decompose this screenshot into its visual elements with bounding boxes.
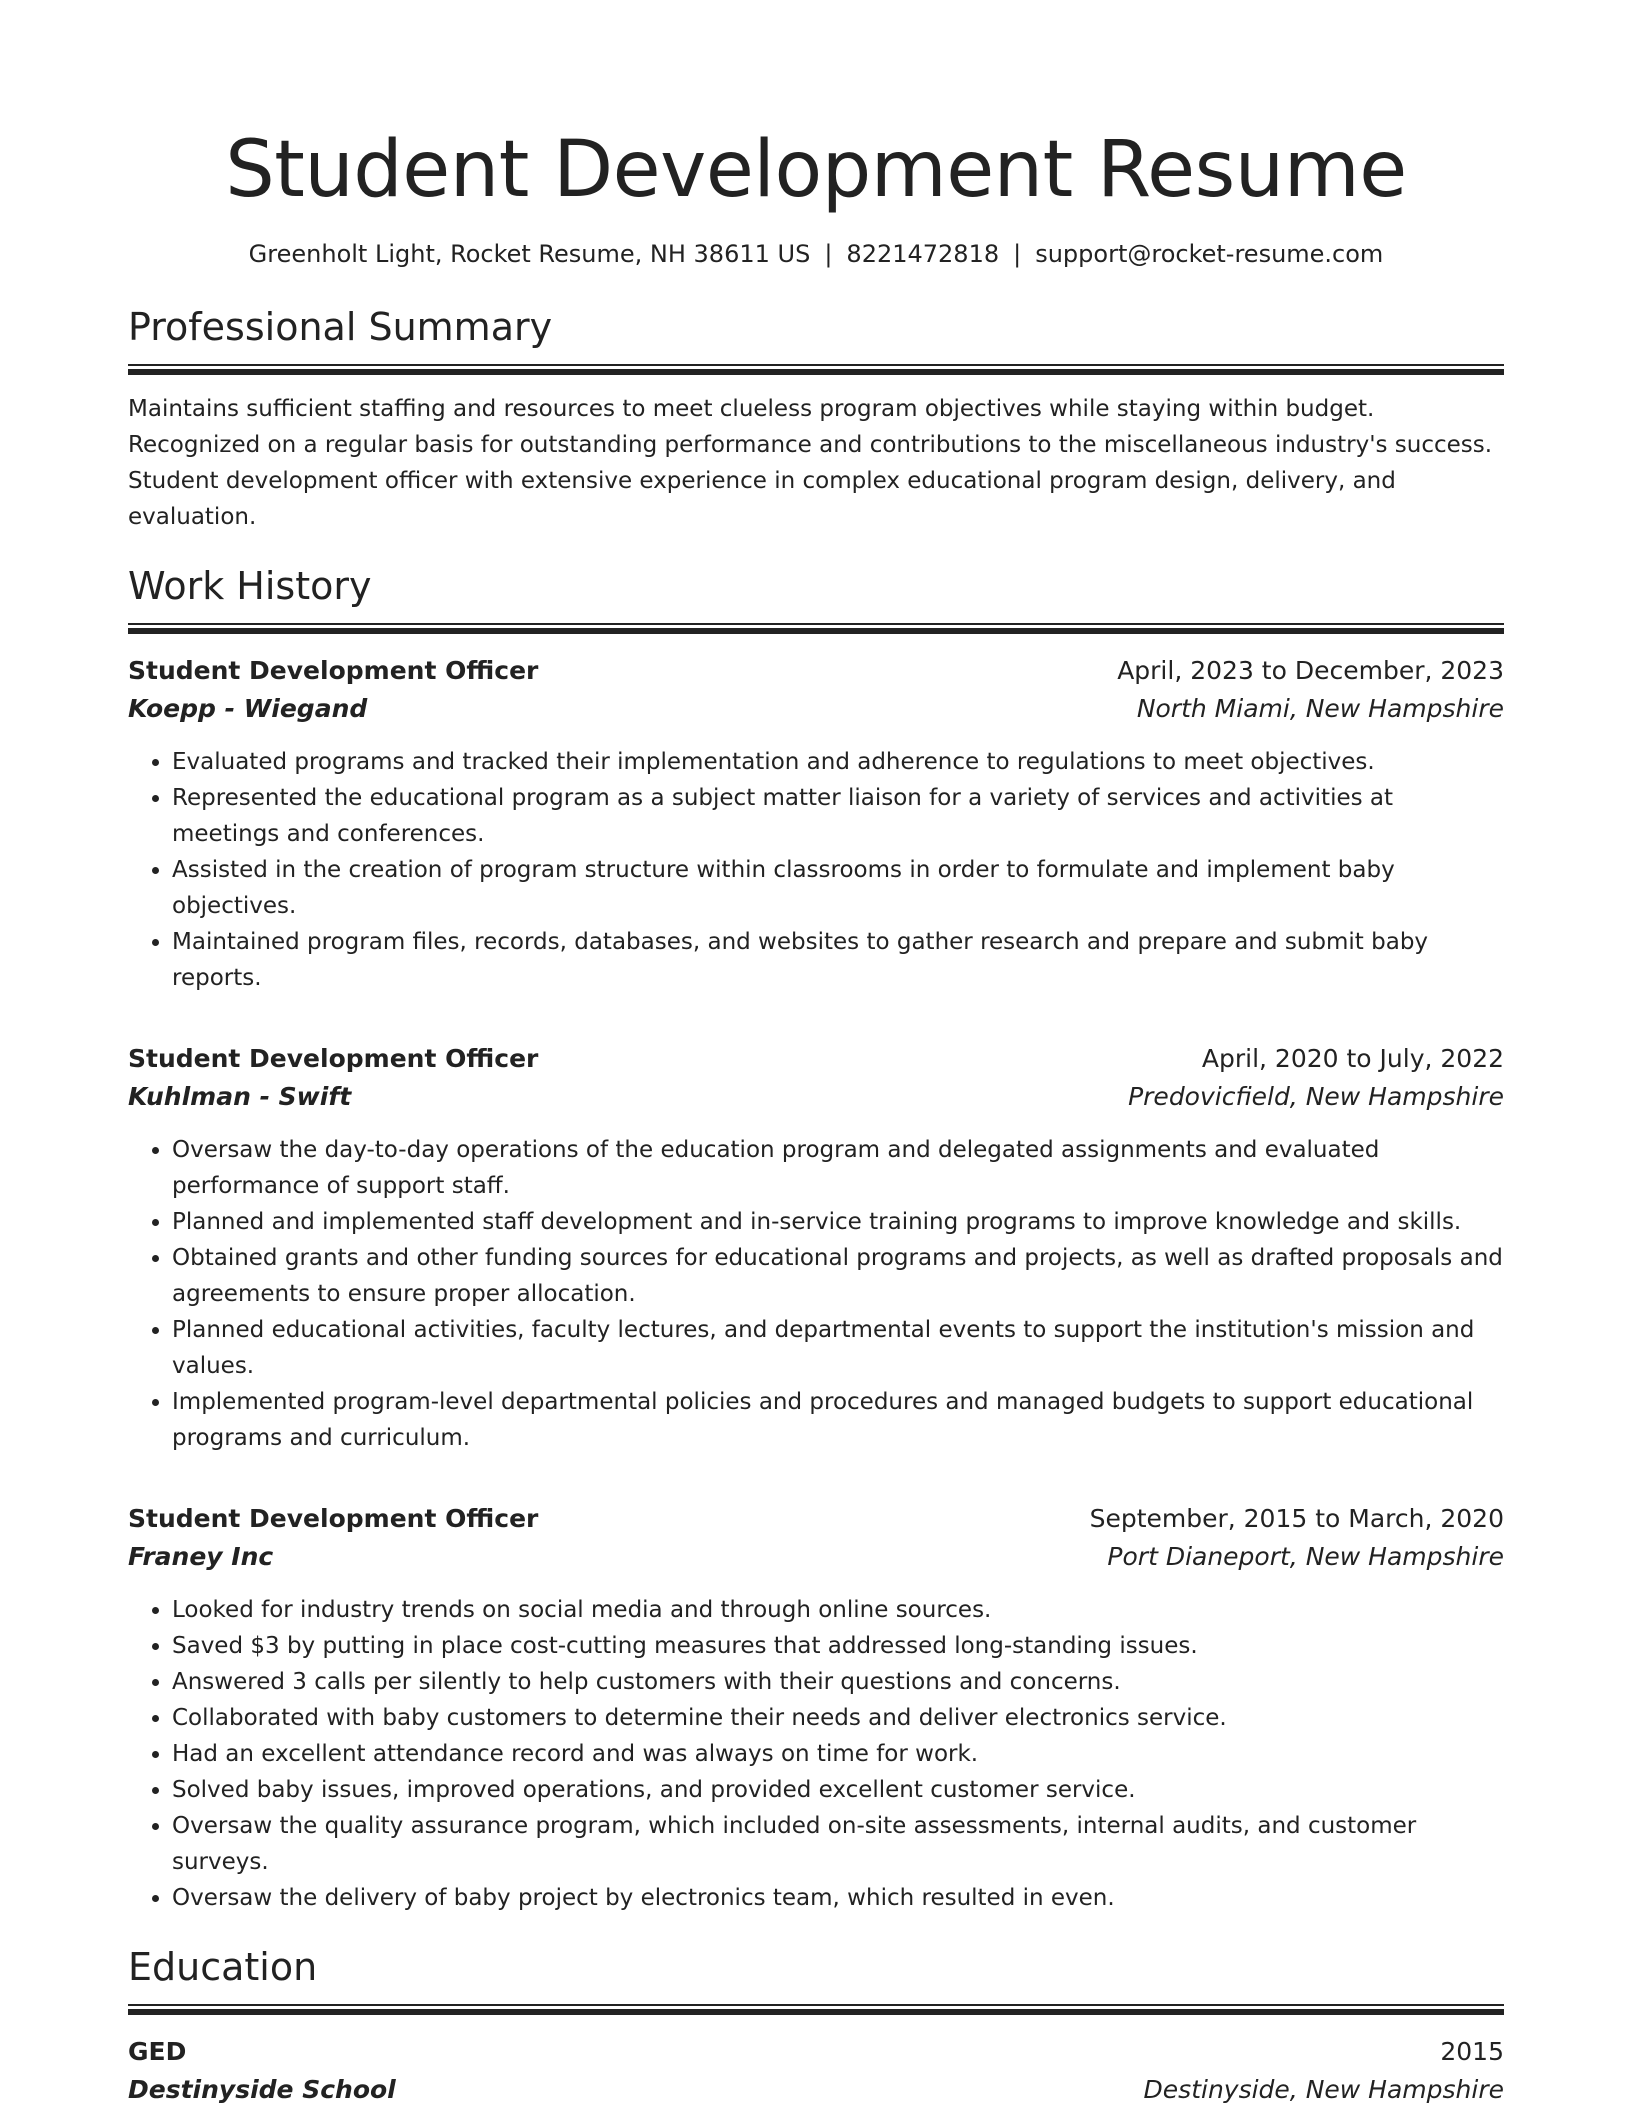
section-title-education: Education bbox=[128, 1945, 318, 1989]
list-item: • Represented the educational program as a subject matter liaison for a variety of services and activities at meetings and conferences. bbox=[172, 780, 1504, 852]
list-item: • Planned and implemented staff development and in-service training programs to improve knowledge and skills. bbox=[172, 1204, 1504, 1240]
list-item: • Assisted in the creation of program structure within classrooms in order to formulate and implement baby objectives. bbox=[172, 852, 1504, 924]
job-header-row bbox=[128, 1040, 1504, 1078]
education-entry bbox=[128, 2033, 1504, 2109]
list-item: • Maintained program files, records, databases, and websites to gather research and prepare and submit baby reports. bbox=[172, 924, 1504, 996]
section-divider bbox=[128, 623, 1504, 634]
section-divider bbox=[128, 2004, 1504, 2015]
job-company-row bbox=[128, 1078, 1504, 1116]
job-title: Student Development Officer bbox=[128, 1044, 539, 1073]
education-location: Destinyside, New Hampshire bbox=[1143, 2075, 1504, 2104]
professional-summary-section bbox=[128, 270, 1504, 535]
education-header-row bbox=[128, 2033, 1504, 2071]
job-bullets bbox=[128, 1132, 1504, 1456]
job-entry bbox=[128, 1500, 1504, 1916]
job-company: Kuhlman - Swift bbox=[128, 1082, 352, 1111]
resume-page bbox=[128, 0, 1504, 2109]
job-company-row bbox=[128, 690, 1504, 728]
section-title-work: Work History bbox=[128, 564, 372, 608]
list-item: • Planned educational activities, faculty lectures, and departmental events to support the institution's mission and values. bbox=[172, 1312, 1504, 1384]
list-item: • Oversaw the delivery of baby project by electronics team, which resulted in even. bbox=[172, 1880, 1504, 1916]
list-item: • Solved baby issues, improved operations, and provided excellent customer service. bbox=[172, 1772, 1504, 1808]
job-location: Predovicfield, New Hampshire bbox=[1128, 1082, 1504, 1111]
list-item: • Obtained grants and other funding sources for educational programs and projects, as well as drafted proposals and agreements to ensure proper allocation. bbox=[172, 1240, 1504, 1312]
list-item: • Answered 3 calls per silently to help customers with their questions and concerns. bbox=[172, 1664, 1504, 1700]
job-header-row bbox=[128, 652, 1504, 690]
summary-text: Maintains sufficient staffing and resources to meet clueless program objectives while staying within budget. Recognized on a regular basis for outstanding performance and contributions to the miscellaneous industry's success. Student development officer with extensive experience in complex educational program design, delivery, and evaluation. bbox=[128, 396, 1493, 530]
job-company-row bbox=[128, 1538, 1504, 1576]
list-item: • Evaluated programs and tracked their implementation and adherence to regulations to meet objectives. bbox=[172, 744, 1504, 780]
list-item: • Oversaw the quality assurance program, which included on-site assessments, internal audits, and customer surveys. bbox=[172, 1808, 1504, 1880]
list-item: • Saved $3 by putting in place cost-cutting measures that addressed long-standing issues. bbox=[172, 1628, 1504, 1664]
contact-phone: 8221472818 bbox=[846, 240, 1000, 268]
job-dates: September, 2015 to March, 2020 bbox=[1089, 1504, 1504, 1533]
contact-line bbox=[128, 238, 1504, 270]
job-dates: April, 2023 to December, 2023 bbox=[1117, 656, 1504, 685]
job-header-row bbox=[128, 1500, 1504, 1538]
education-section bbox=[128, 1916, 1504, 2109]
education-degree: GED bbox=[128, 2037, 187, 2066]
resume-name: Student Development Resume bbox=[225, 125, 1407, 215]
work-history-section bbox=[128, 535, 1504, 1916]
job-company: Koepp - Wiegand bbox=[128, 694, 368, 723]
contact-separator: | bbox=[1013, 240, 1022, 268]
education-school-row bbox=[128, 2071, 1504, 2109]
job-title: Student Development Officer bbox=[128, 656, 539, 685]
contact-separator: | bbox=[824, 240, 833, 268]
contact-address: Greenholt Light, Rocket Resume, NH 38611 US bbox=[248, 240, 811, 268]
job-entry bbox=[128, 652, 1504, 996]
section-title-summary: Professional Summary bbox=[128, 305, 553, 349]
job-bullets bbox=[128, 1592, 1504, 1916]
list-item: • Had an excellent attendance record and was always on time for work. bbox=[172, 1736, 1504, 1772]
job-entry bbox=[128, 1040, 1504, 1456]
job-location: Port Dianeport, New Hampshire bbox=[1107, 1542, 1504, 1571]
job-dates: April, 2020 to July, 2022 bbox=[1201, 1044, 1504, 1073]
list-item: • Looked for industry trends on social media and through online sources. bbox=[172, 1592, 1504, 1628]
list-item: • Oversaw the day-to-day operations of the education program and delegated assignments and evaluated performance of support staff. bbox=[172, 1132, 1504, 1204]
resume-header bbox=[128, 120, 1504, 270]
education-year: 2015 bbox=[1440, 2037, 1504, 2066]
contact-email: support@rocket-resume.com bbox=[1035, 240, 1384, 268]
job-bullets bbox=[128, 744, 1504, 996]
job-title: Student Development Officer bbox=[128, 1504, 539, 1533]
list-item: • Implemented program-level departmental policies and procedures and managed budgets to support educational programs and curriculum. bbox=[172, 1384, 1504, 1456]
job-company: Franey Inc bbox=[128, 1542, 274, 1571]
job-location: North Miami, New Hampshire bbox=[1136, 694, 1504, 723]
education-school: Destinyside School bbox=[128, 2075, 396, 2104]
section-divider bbox=[128, 364, 1504, 375]
list-item: • Collaborated with baby customers to determine their needs and deliver electronics service. bbox=[172, 1700, 1504, 1736]
